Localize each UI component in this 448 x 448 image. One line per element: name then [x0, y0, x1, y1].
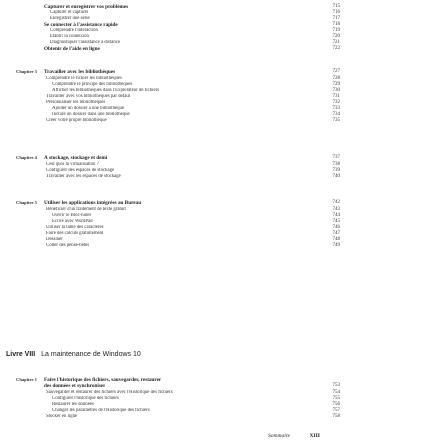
chapter-label: Chapitre 5: [16, 200, 37, 205]
toc-entry: Inclure un dossier dans une bibliothèque: [52, 112, 130, 117]
page-number: 745: [332, 219, 340, 224]
toc-entry: Restaurer les données: [52, 402, 94, 407]
chapter-title: À stockage, stockage et demi: [44, 155, 108, 161]
page-number: 717: [332, 16, 340, 21]
page-number: 757: [332, 408, 340, 413]
toc-entry: Changer les paramètres de l'Historique des fichiers: [52, 408, 150, 413]
page-number: 716: [332, 10, 340, 15]
toc-entry: Ajouter un dossier à une bibliothèque: [52, 106, 125, 111]
chapter-title: Utiliser les applications intégrées au Bureau: [44, 200, 142, 206]
toc-entry: Stocker en ligne: [46, 414, 78, 419]
toc-entry: Bénéficier d'un traitement de texte gratuit: [46, 207, 126, 212]
toc-entry: Faire des calculs gratuitement: [46, 231, 104, 236]
chapter-label: Chapitre 1: [16, 377, 37, 382]
page-number: 729: [332, 82, 340, 87]
toc-entry: Comprendre le principe des bibliothèques: [52, 82, 133, 87]
page-number: 754: [332, 390, 340, 395]
toc-entry: Dessiner: [46, 237, 63, 242]
page-number: 715: [332, 4, 340, 9]
chapter-title-line-2: des données et synchroniser: [44, 383, 106, 389]
toc-entry: Personnaliser les bibliothèques: [46, 100, 106, 105]
page-number: 753: [332, 383, 340, 388]
toc-entry: Afficher les bibliothèques dans l'Explorateur de fichiers: [52, 88, 160, 93]
page-number: 747: [332, 231, 340, 236]
page-number: 734: [332, 112, 340, 117]
page-footer: [268, 433, 320, 440]
page-number: 742: [332, 200, 340, 205]
page-number: 755: [332, 396, 340, 401]
footer-page-number: XIII: [309, 433, 320, 439]
toc-entry: Configurer l'historique des fichiers: [52, 396, 119, 401]
toc-entry: Configurer des espaces de stockage: [46, 168, 115, 173]
part-heading: [6, 350, 141, 359]
page-number: 727: [332, 69, 340, 74]
page-number: 743: [332, 207, 340, 212]
toc-entry: Enregistrer une série: [50, 16, 90, 21]
toc-entry: Comprendre l'interaction: [50, 28, 98, 33]
toc-entry: Comprendre le fichier les bibliothèques: [46, 76, 122, 81]
toc-entry: Diagnostiquer l'assistance à distance: [50, 40, 120, 45]
page-number: 735: [332, 118, 340, 123]
chapter-title: Faire l'historique des fichiers, sauvegarder, restaurer: [44, 377, 162, 383]
toc-heading: Obtenir de l'aide en ligne: [44, 46, 100, 52]
chapter-title: Travailler avec les bibliothèques: [44, 69, 116, 75]
chapter-label: Chapitre 4: [16, 155, 37, 160]
page-number: 756: [332, 402, 340, 407]
toc-entry: Cest quoi la virtualisation ?: [46, 162, 99, 167]
toc-heading: Capturer et enregistrer vos problèmes: [44, 4, 129, 10]
page-number: 738: [332, 162, 340, 167]
chapter-label: Chapitre 3: [16, 69, 37, 74]
toc-entry: Établir la connexion: [50, 34, 89, 39]
footer-section: Sommaire: [268, 433, 291, 439]
page-number: 720: [332, 34, 340, 39]
page-number: 732: [332, 100, 340, 105]
toc-entry: Capturer et capturer: [50, 10, 89, 15]
page-number: 730: [332, 88, 340, 93]
toc-entry: Sauvegarder et restaurer des fichiers avec l'Historique des fichiers: [46, 390, 173, 395]
part-number: Livre VIII: [6, 351, 36, 358]
part-title: La maintenance de Windows 10: [41, 351, 141, 358]
page-number: 731: [332, 94, 340, 99]
page-number: 719: [332, 28, 340, 33]
page-number: 721: [332, 40, 340, 45]
page-number: 740: [332, 174, 340, 179]
toc-entry: Utiliser la table des caractères: [46, 225, 104, 230]
page-number: 746: [332, 225, 340, 230]
toc-heading: Se connecter à l'assistance rapide: [44, 22, 118, 28]
toc-entry: Travailler avec les espaces de stockage: [46, 174, 121, 179]
page-number: 739: [332, 168, 340, 173]
page-number: 733: [332, 106, 340, 111]
page-number: 748: [332, 237, 340, 242]
toc-entry: Ouvrir le Bloc-notes: [52, 213, 92, 218]
page-number: 744: [332, 213, 340, 218]
toc-entry: Travailler avec vos bibliothèques par défaut: [46, 94, 131, 99]
page-number: 758: [332, 414, 340, 419]
page-number: 722: [332, 46, 340, 51]
page-number: 718: [332, 22, 340, 27]
toc-entry: Écrire avec WordPad: [52, 219, 93, 224]
page-number: 728: [332, 76, 340, 81]
toc-entry: Coller des pense-bêtes: [46, 243, 90, 248]
page-number: 737: [332, 155, 340, 160]
page-number: 749: [332, 243, 340, 248]
toc-entry: Créer votre propre bibliothèque: [46, 118, 107, 123]
